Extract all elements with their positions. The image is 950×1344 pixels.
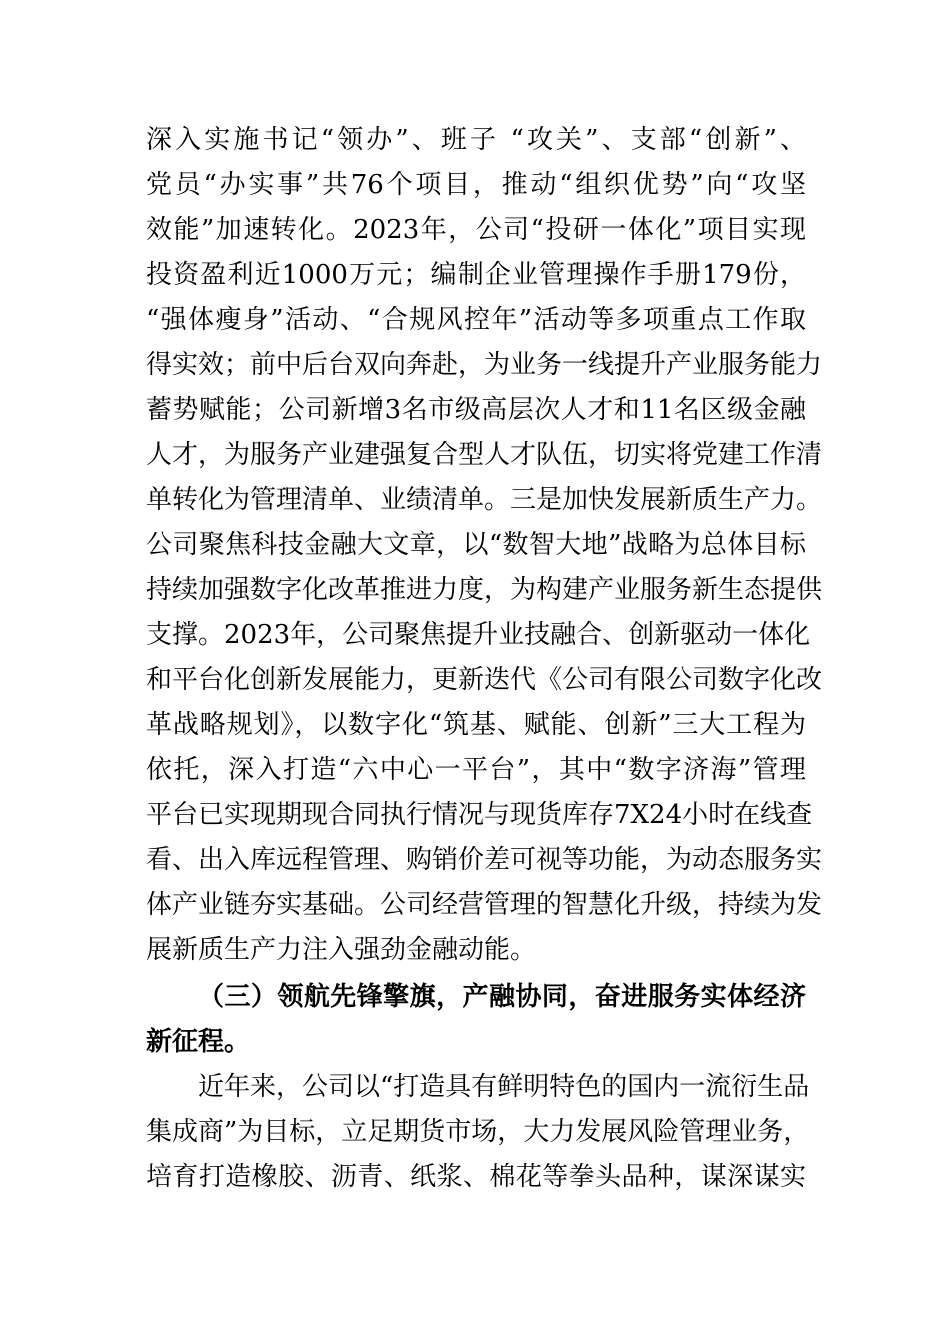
body-text-line: 展新质生产力注入强劲金融动能。 [146,935,537,965]
body-text-line: 依托，深入打造“六中心一平台”，其中“数字济海”管理 [146,755,806,785]
body-text-line: 培育打造橡胶、沥青、纸浆、棉花等拳头品种，谋深谋实 [146,1162,806,1192]
body-text-line: 党员“办实事”共76个项目，推动“组织优势”向“攻坚 [146,170,806,200]
body-text-line: “强体瘦身”活动、“合规风控年”活动等多项重点工作取 [146,305,806,335]
body-text-line: 效能”加速转化。2023年，公司“投研一体化”项目实现 [146,215,806,245]
body-text-line: 得实效；前中后台双向奔赴，为业务一线提升产业服务能力 [146,350,823,380]
body-text-line: 看、出入库远程管理、购销价差可视等功能，为动态服务实 [146,845,823,875]
body-text-line: 集成商”为目标，立足期货市场，大力发展风险管理业务， [146,1117,810,1147]
body-text-line: 和平台化创新发展能力，更新迭代《公司有限公司数字化改 [146,665,823,695]
body-text-line: 人才，为服务产业建强复合型人才队伍，切实将党建工作清 [146,440,823,470]
body-text-line: 单转化为管理清单、业绩清单。三是加快发展新质生产力。 [146,485,823,515]
body-text-line: 公司聚焦科技金融大文章，以“数智大地”战略为总体目标 [146,530,806,560]
body-text-line: 蓄势赋能；公司新增3名市级高层次人才和11名区级金融 [146,395,806,425]
section-heading: （三）领航先锋擎旗，产融协同，奋进服务实体经济 [198,982,806,1012]
paragraph-first-line: 近年来，公司以“打造具有鲜明特色的国内一流衍生品 [198,1072,810,1102]
body-text-line: 支撑。2023年，公司聚焦提升业技融合、创新驱动一体化 [146,620,811,650]
section-heading-continuation: 新征程。 [146,1027,251,1057]
body-text-line: 革战略规划》，以数字化“筑基、赋能、创新”三大工程为 [146,710,806,740]
body-text-line: 持续加强数字化改革推进力度，为构建产业服务新生态提供 [146,575,823,605]
body-text-line: 平台已实现期现合同执行情况与现货库存7X24小时在线查 [146,800,813,830]
body-text-line: 投资盈利近1000万元；编制企业管理操作手册179份， [146,260,806,290]
body-text-line: 体产业链夯实基础。公司经营管理的智慧化升级，持续为发 [146,890,823,920]
body-text-line: 深入实施书记“领办”、班子 “攻关”、支部“创新”、 [146,125,806,155]
